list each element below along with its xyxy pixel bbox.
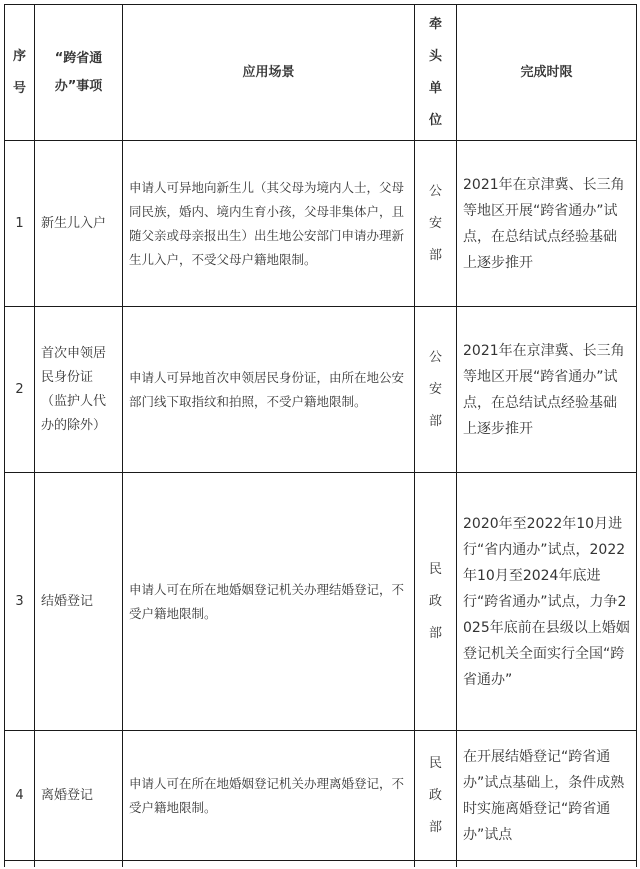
row-time: 2020年至2022年10月进行“省内通办”试点，2022年10月至2024年底进行“跨省通办”试点，力争2025年底前在县级以上婚姻登记机关全面实行全国“跨省通办” (457, 473, 637, 731)
matters-table (4, 4, 637, 867)
row-unit: 民 政 部 (415, 473, 457, 731)
row-scene: 申请人可在所在地婚姻登记机关办理离婚登记，不受户籍地限制。 (123, 731, 415, 861)
row-time: 2021年在京津冀、长三角等地区开展“跨省通办”试点，在总结试点经验基础上逐步推开 (457, 307, 637, 473)
row-scene: 申请人可异地向新生儿（其父母为境内人士，父母同民族，婚内、境内生育小孩，父母非集体户，且随父亲或母亲报出生）出生地公安部门申请办理新生儿入户，不受父母户籍地限制。 (123, 141, 415, 307)
table-row (5, 731, 637, 861)
header-row (5, 5, 637, 141)
row-item: 首次申领居民身份证（监护人代办的除外） (35, 307, 123, 473)
row-unit: 民 政 部 (415, 731, 457, 861)
table-row (5, 307, 637, 473)
cut-cell (35, 861, 123, 868)
header-num: 序 号 (5, 5, 35, 141)
row-item: 新生儿入户 (35, 141, 123, 307)
row-num: 2 (5, 307, 35, 473)
table-row-cut (5, 861, 637, 868)
row-num: 1 (5, 141, 35, 307)
row-item: 结婚登记 (35, 473, 123, 731)
cut-cell (415, 861, 457, 868)
table-row (5, 473, 637, 731)
cut-cell (457, 861, 637, 868)
row-num: 4 (5, 731, 35, 861)
row-time: 在开展结婚登记“跨省通办”试点基础上，条件成熟时实施离婚登记“跨省通办”试点 (457, 731, 637, 861)
header-scene: 应用场景 (123, 5, 415, 141)
table-row (5, 141, 637, 307)
row-scene: 申请人可在所在地婚姻登记机关办理结婚登记，不受户籍地限制。 (123, 473, 415, 731)
row-unit: 公 安 部 (415, 141, 457, 307)
row-time: 2021年在京津冀、长三角等地区开展“跨省通办”试点，在总结试点经验基础上逐步推开 (457, 141, 637, 307)
cut-cell (123, 861, 415, 868)
row-scene: 申请人可异地首次申领居民身份证，由所在地公安部门线下取指纹和拍照，不受户籍地限制。 (123, 307, 415, 473)
cut-cell (5, 861, 35, 868)
header-item: “跨省通办”事项 (35, 5, 123, 141)
header-unit: 牵 头 单 位 (415, 5, 457, 141)
row-unit: 公 安 部 (415, 307, 457, 473)
row-item: 离婚登记 (35, 731, 123, 861)
header-time: 完成时限 (457, 5, 637, 141)
row-num: 3 (5, 473, 35, 731)
